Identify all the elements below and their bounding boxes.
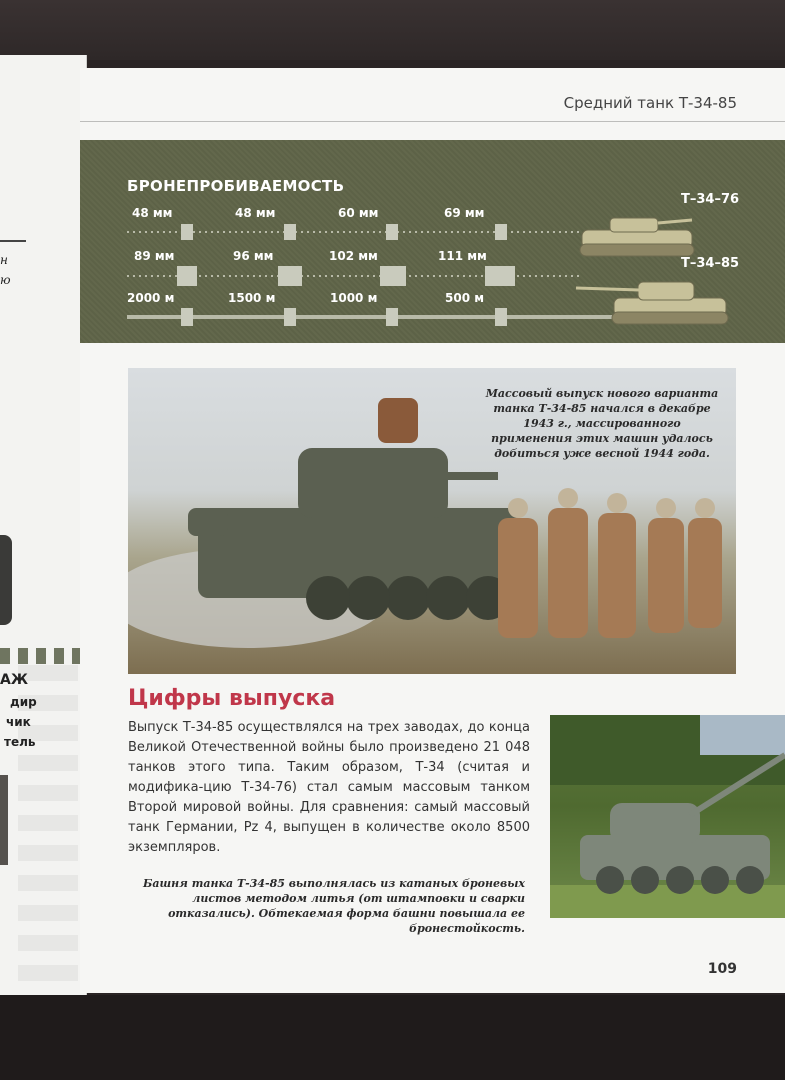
left-page-edge: [0, 55, 87, 995]
marker-row1-1000: [386, 224, 398, 240]
left-fragment-heading: АЖ: [0, 672, 28, 688]
row1-value-4: 69 мм: [444, 206, 485, 220]
left-fragment-5: тель: [4, 735, 36, 749]
row2-value-3: 102 мм: [329, 249, 378, 263]
page-header-title: Средний танк Т-34-85: [563, 94, 737, 112]
distance-2: 1500 м: [228, 291, 276, 305]
armor-chart-title: БРОНЕПРОБИВАЕМОСТЬ: [127, 177, 345, 195]
tick-500: [495, 308, 507, 326]
page-number: 109: [707, 961, 737, 977]
left-fragment-1: н: [0, 253, 8, 267]
photo1-caption: Массовый выпуск нового варианта танка Т-34-85 начался в декабре 1943 г., массированного применения этих машин удалось добиться уже весной 1944 года.: [485, 387, 719, 460]
marker-row2-2000: [177, 266, 197, 286]
tick-2000: [181, 308, 193, 326]
marker-row1-2000: [181, 224, 193, 240]
left-stripes: [0, 648, 80, 664]
header-rule: [80, 121, 785, 122]
marker-row2-1500: [278, 266, 302, 286]
row2-value-2: 96 мм: [233, 249, 274, 263]
photo-tank-with-infantry: [128, 368, 736, 674]
marker-row2-500: [485, 266, 515, 286]
distance-4: 500 м: [445, 291, 485, 305]
photo-tank-forest: [550, 715, 785, 918]
left-page-rule: [0, 240, 26, 242]
armor-chart-graphic: [80, 140, 785, 343]
row1-value-1: 48 мм: [132, 206, 173, 220]
row1-value-3: 60 мм: [338, 206, 379, 220]
tick-1000: [386, 308, 398, 326]
scan-background-bottom: [0, 995, 785, 1080]
distance-3: 1000 м: [330, 291, 378, 305]
left-fragment-2: ю: [0, 273, 11, 287]
row1-value-2: 48 мм: [235, 206, 276, 220]
row2-value-1: 89 мм: [134, 249, 175, 263]
armor-penetration-panel: [80, 140, 785, 343]
photo2-illustration: [550, 715, 785, 918]
photo2-caption: Башня танка Т-34-85 выполнялась из катаных броневых листов методом литья (от штамповки и сварки отказались). Обтекаемая форма башни повышала ее бронестойкость.: [142, 877, 525, 935]
marker-row2-1000: [380, 266, 406, 286]
tank-label-t3476: Т–34–76: [681, 192, 740, 207]
scan-background-top: [0, 0, 785, 60]
tank-label-t3485: Т–34–85: [681, 256, 740, 271]
left-photo-fragment-2: [0, 775, 8, 865]
marker-row1-1500: [284, 224, 296, 240]
tick-1500: [284, 308, 296, 326]
marker-row1-500: [495, 224, 507, 240]
left-fragment-3: дир: [10, 695, 37, 709]
left-fragment-4: чик: [6, 715, 31, 729]
section-body-text: Выпуск Т-34-85 осуществлялся на трех заводах, до конца Великой Отечественной войны было произведено 21 048 танков этого типа. Таким образом, Т-34 (считая и модифика-цию Т-34-76) стал самым массовым танком Второй мировой войны. Для сравнения: самый массовый танк Германии, Pz 4, выпущен в количестве около 8500 экземпляров.: [128, 720, 530, 855]
row2-value-4: 111 мм: [438, 249, 487, 263]
book-page: [80, 68, 785, 993]
section-title: Цифры выпуска: [128, 686, 336, 711]
distance-1: 2000 м: [127, 291, 175, 305]
left-photo-fragment: [0, 535, 12, 625]
tank-t3476-icon: [580, 218, 694, 256]
